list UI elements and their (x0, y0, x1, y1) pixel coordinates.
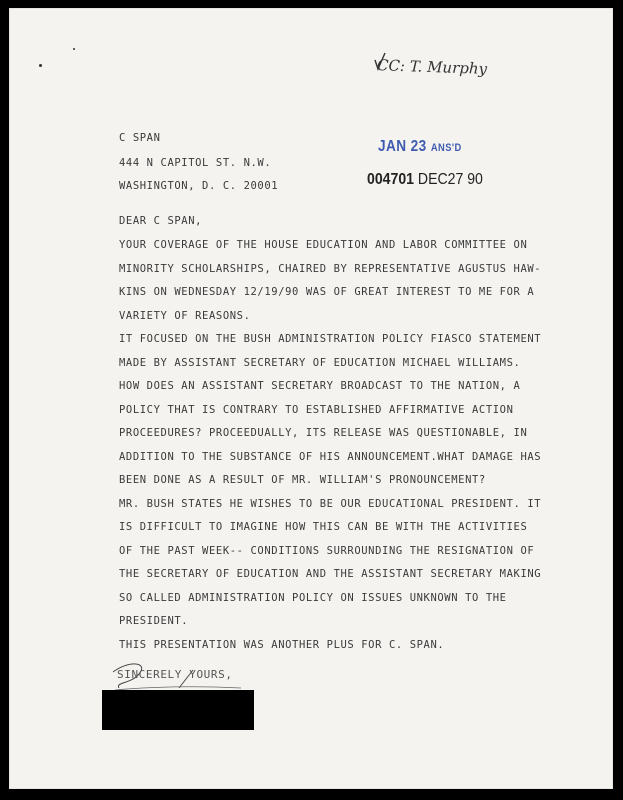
file-date: DEC27 90 (417, 171, 483, 188)
body-line: ADDITION TO THE SUBSTANCE OF HIS ANNOUNCEMENT.WHAT DAMAGE HAS (119, 450, 542, 463)
body-line: THIS PRESENTATION WAS ANOTHER PLUS FOR C. SPAN. (119, 638, 445, 651)
address-line-2: 444 N CAPITOL ST. N.W. (119, 157, 272, 169)
body-line: KINS ON WEDNESDAY 12/19/90 WAS OF GREAT INTEREST TO ME FOR A (119, 286, 535, 298)
address-line-1: C SPAN (119, 132, 161, 144)
redaction-box (102, 690, 254, 730)
body-line: THE SECRETARY OF EDUCATION AND THE ASSISTANT SECRETARY MAKING (119, 568, 542, 580)
body-line: VARIETY OF REASONS. (119, 309, 251, 322)
closing: SINCERELY YOURS, (117, 668, 233, 681)
body-line: MR. BUSH STATES HE WISHES TO BE OUR EDUCATIONAL PRESIDENT. IT (119, 497, 542, 510)
salutation: DEAR C SPAN, (119, 215, 203, 227)
body-line: POLICY THAT IS CONTRARY TO ESTABLISHED AFFIRMATIVE ACTION (119, 403, 514, 416)
body-line: IS DIFFICULT TO IMAGINE HOW THIS CAN BE WITH THE ACTIVITIES (119, 521, 528, 533)
body-line: IT FOCUSED ON THE BUSH ADMINISTRATION POLICY FIASCO STATEMENT (119, 333, 542, 345)
file-number: 004701 (367, 171, 414, 188)
received-date: JAN 23 (378, 138, 427, 155)
file-number-stamp (367, 171, 483, 189)
body-line: BEEN DONE AS A RESULT OF MR. WILLIAM'S PRONOUNCEMENT? (119, 474, 486, 486)
body-line: MINORITY SCHOLARSHIPS, CHAIRED BY REPRESENTATIVE AGUSTUS HAW- (119, 262, 542, 275)
received-date-stamp (378, 138, 462, 156)
body-line: OF THE PAST WEEK-- CONDITIONS SURROUNDING THE RESIGNATION OF (119, 544, 535, 557)
body-line: PRESIDENT. (119, 615, 189, 627)
body-line: YOUR COVERAGE OF THE HOUSE EDUCATION AND LABOR COMMITTEE ON (119, 239, 528, 251)
body-line: SO CALLED ADMINISTRATION POLICY ON ISSUES UNKNOWN TO THE (119, 591, 507, 604)
body-line: PROCEEDURES? PROCEEDUALLY, ITS RELEASE WAS QUESTIONABLE, IN (119, 427, 528, 439)
ink-dot (39, 64, 42, 67)
letter-page (9, 8, 613, 789)
answered-mark: ANS'D (430, 142, 462, 154)
ink-dot (73, 48, 75, 50)
body-line: HOW DOES AN ASSISTANT SECRETARY BROADCAST TO THE NATION, A (119, 380, 521, 392)
body-line: MADE BY ASSISTANT SECRETARY OF EDUCATION MICHAEL WILLIAMS. (119, 356, 521, 369)
handwritten-cc-note: CC: T. Murphy (376, 56, 488, 78)
address-line-3: WASHINGTON, D. C. 20001 (119, 180, 279, 192)
